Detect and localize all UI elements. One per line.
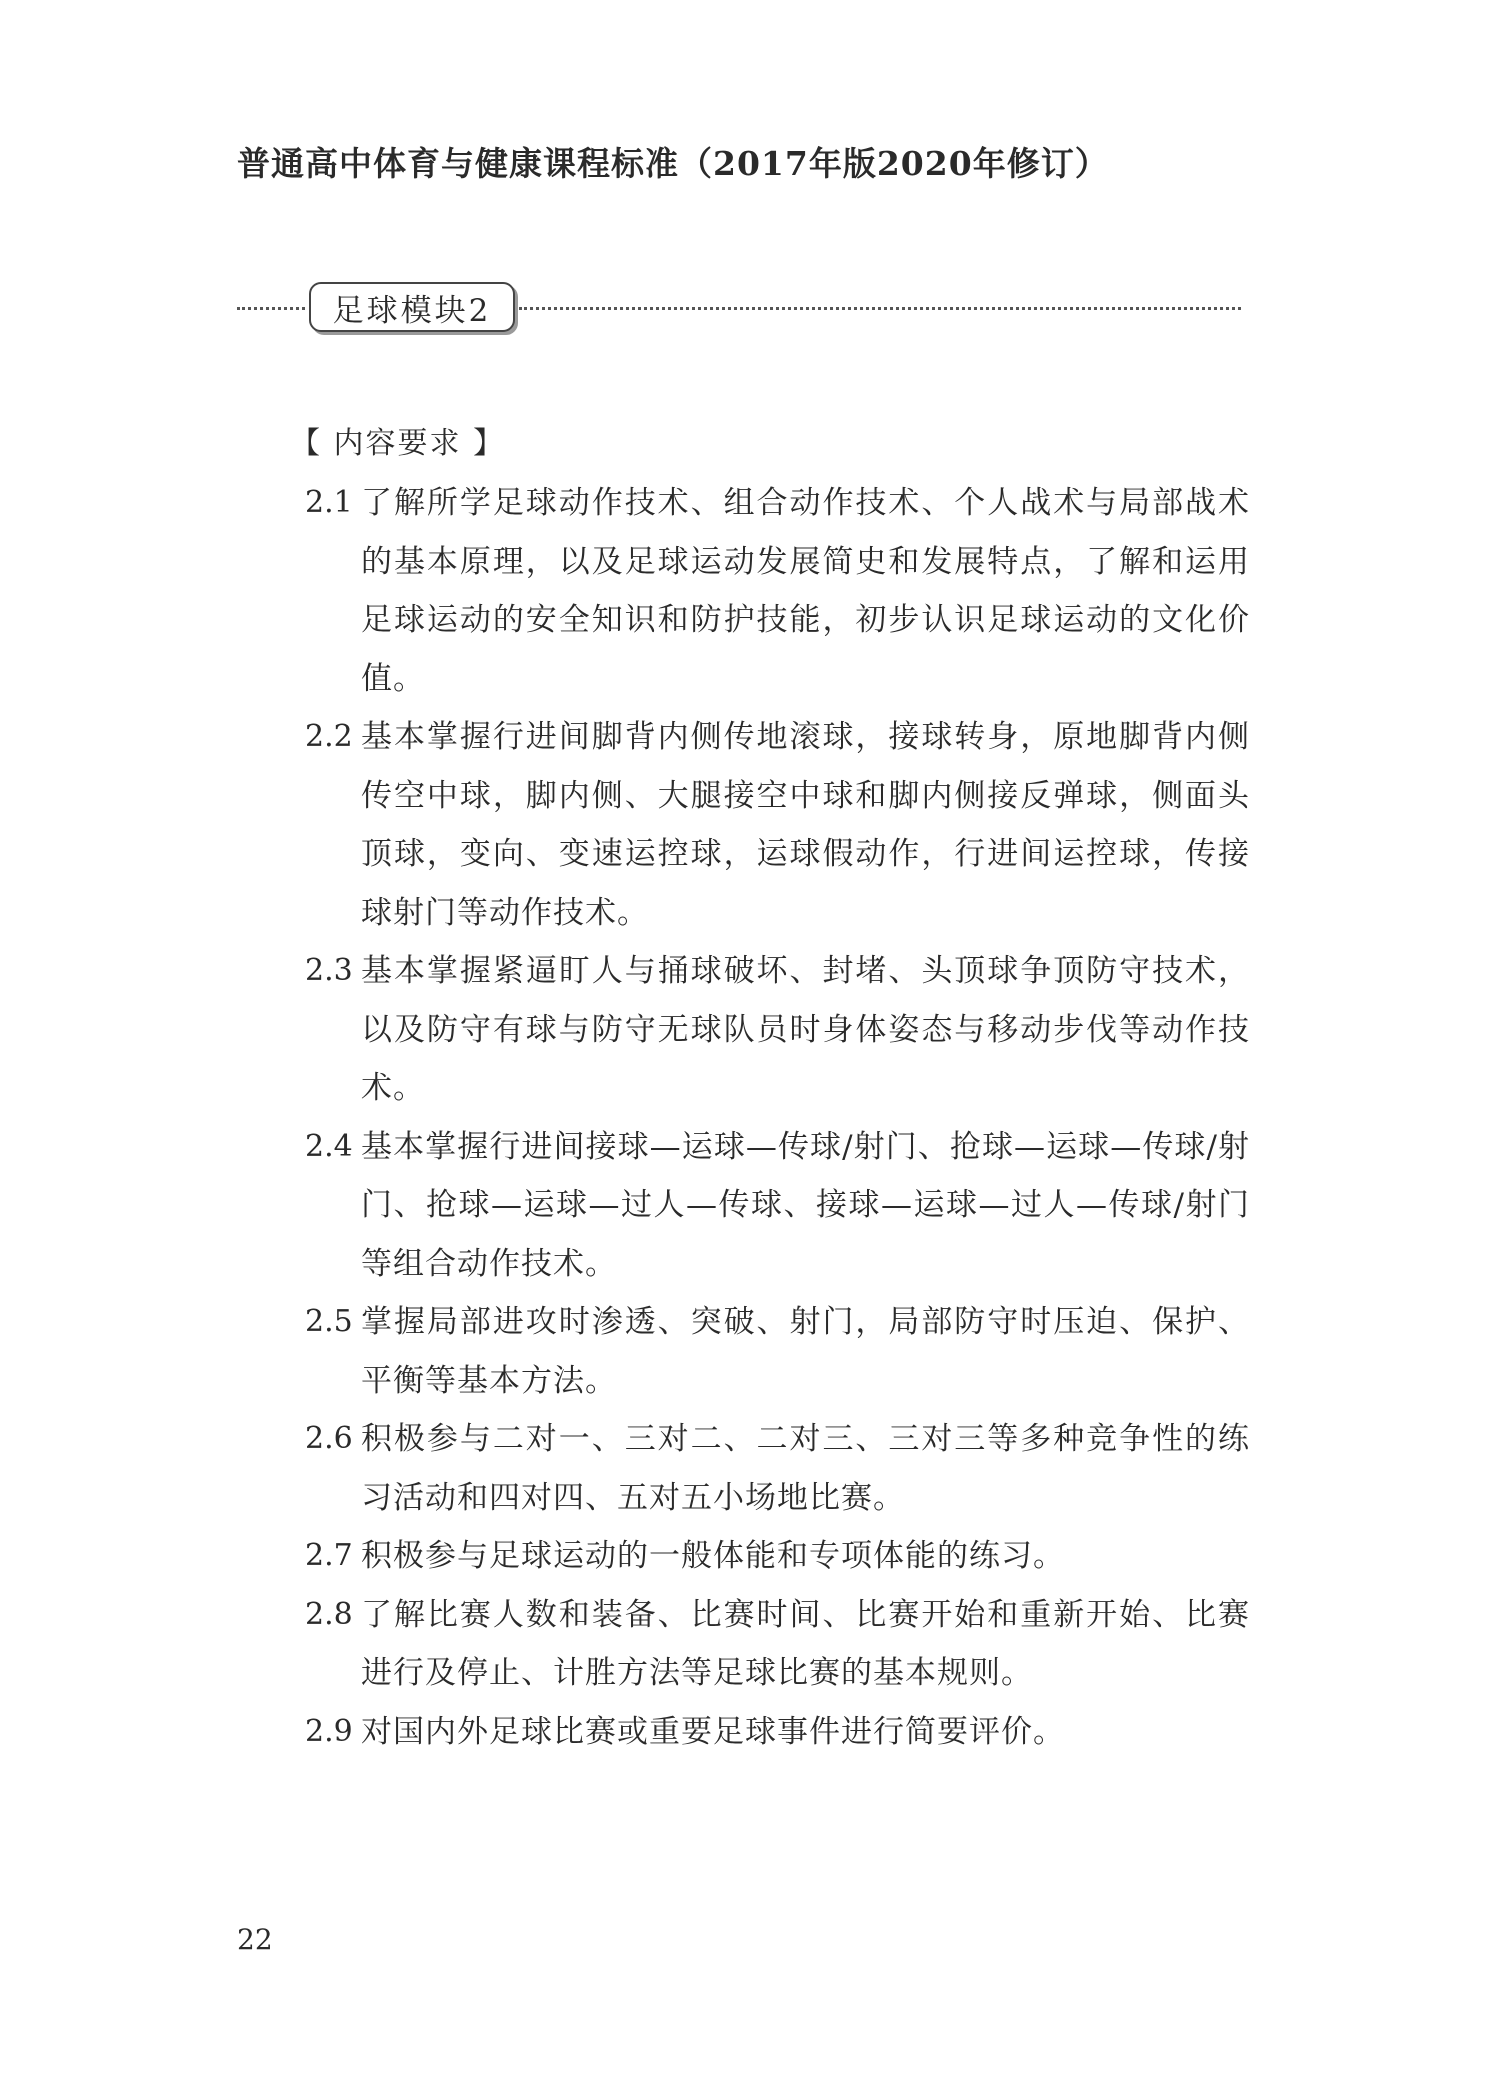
- item-number: 2.8: [305, 1596, 353, 1632]
- item-text: 基本掌握行进间脚背内侧传地滚球，接球转身，原地脚背内侧传空中球，脚内侧、大腿接空中球和脚内侧接反弹球，侧面头顶球，变向、变速运控球，运球假动作，行进间运控球，传接球射门等动作技术。: [361, 719, 1250, 931]
- item-number: 2.9: [305, 1713, 353, 1749]
- item-number: 2.1: [305, 485, 353, 520]
- section-title: 足球模块2: [332, 292, 492, 329]
- section-title-box: [309, 282, 515, 332]
- item-text: 了解所学足球动作技术、组合动作技术、个人战术与局部战术的基本原理，以及足球运动发展简史和发展特点，了解和运用足球运动的安全知识和防护技能，初步认识足球运动的文化价值。: [361, 485, 1250, 697]
- dotted-rule-right: [519, 307, 1241, 310]
- item-number: 2.5: [305, 1304, 353, 1339]
- item-number: 2.4: [305, 1128, 353, 1164]
- running-header-title: 普通高中体育与健康课程标准（2017年版2020年修订）: [237, 144, 1109, 183]
- list-item: [305, 708, 1250, 942]
- item-number: 2.2: [305, 719, 353, 754]
- list-item: [305, 474, 1250, 708]
- list-item: [305, 1410, 1250, 1527]
- item-text: 对国内外足球比赛或重要足球事件进行简要评价。: [361, 1713, 1065, 1750]
- list-item: [305, 1586, 1250, 1703]
- list-item: [305, 942, 1250, 1118]
- list-item: [305, 1118, 1250, 1294]
- item-number: 2.3: [305, 953, 353, 988]
- item-text: 了解比赛人数和装备、比赛时间、比赛开始和重新开始、比赛进行及停止、计胜方法等足球比赛的基本规则。: [361, 1596, 1250, 1691]
- list-item: [305, 1703, 1250, 1762]
- item-text: 积极参与足球运动的一般体能和专项体能的练习。: [361, 1538, 1065, 1574]
- item-text: 掌握局部进攻时渗透、突破、射门，局部防守时压迫、保护、平衡等基本方法。: [361, 1304, 1250, 1399]
- item-text: 基本掌握行进间接球—运球—传球/射门、抢球—运球—传球/射门、抢球—运球—过人—传球、接球—运球—过人—传球/射门等组合动作技术。: [361, 1128, 1250, 1282]
- page-number: 22: [237, 1923, 273, 1956]
- item-number: 2.6: [305, 1421, 353, 1456]
- item-text: 积极参与二对一、三对二、二对三、三对三等多种竞争性的练习活动和四对四、五对五小场地比赛。: [361, 1421, 1250, 1516]
- requirements-list: [305, 474, 1250, 1761]
- section-banner: [237, 280, 1241, 336]
- item-text: 基本掌握紧逼盯人与捅球破坏、封堵、头顶球争顶防守技术，以及防守有球与防守无球队员时身体姿态与移动步伐等动作技术。: [361, 953, 1250, 1106]
- dotted-rule-left: [237, 307, 305, 310]
- list-item: [305, 1527, 1250, 1586]
- item-number: 2.7: [305, 1538, 353, 1573]
- list-item: [305, 1293, 1250, 1410]
- content-requirements-heading: 【 内容要求 】: [290, 426, 506, 461]
